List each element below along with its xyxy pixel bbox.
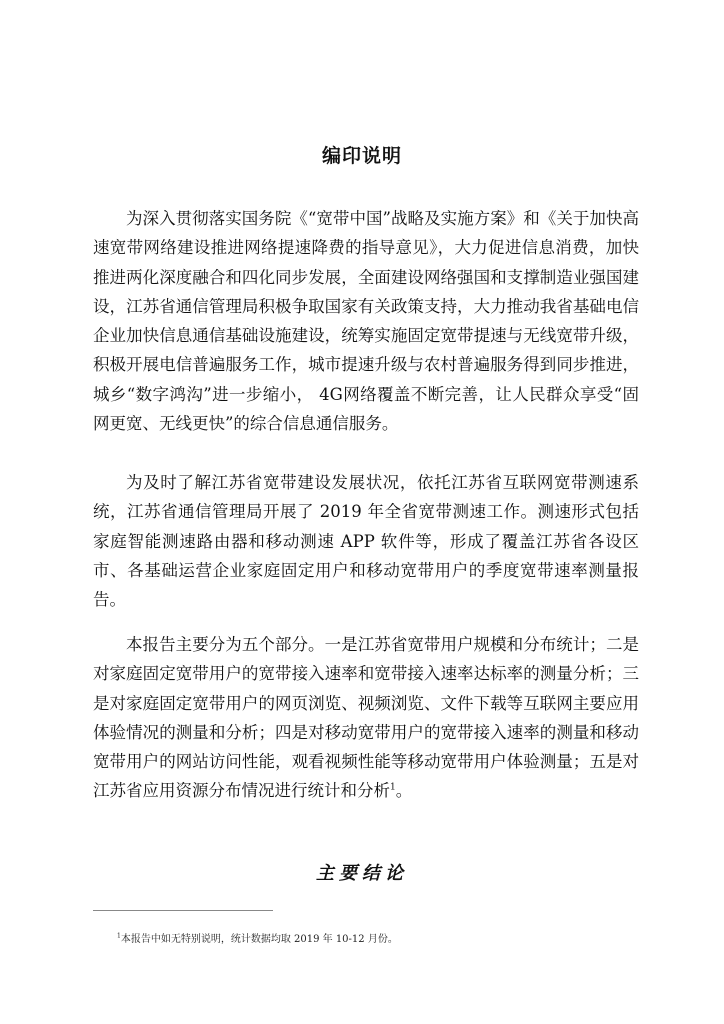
paragraph-structure <box>93 630 639 806</box>
paragraph-end-punct: 。 <box>395 781 413 801</box>
paragraph-structure-text: 本报告主要分为五个部分。一是江苏省宽带用户规模和分布统计；二是对家庭固定宽带用户的宽带接入速率和宽带接入速率达标率的测量分析；三是对家庭固定宽带用户的网页浏览、视频浏览、文件下载等互联网主要应用体验情况的测量和分析；四是对移动宽带用户的宽带接入速率的测量和移动宽带用户的网站访问性能，观看视频性能等移动宽带用户体验测量；五是对江苏省应用资源分布情况进行统计和分析 <box>93 635 639 801</box>
paragraph-intro: 为深入贯彻落实国务院《“宽带中国”战略及实施方案》和《关于加快高速宽带网络建设推进网络提速降费的指导意见》，大力促进信息消费，加快推进两化深度融合和四化同步发展，全面建设网络强国和支撑制造业强国建设，江苏省通信管理局积极争取国家有关政策支持，大力推动我省基础电信企业加快信息通信基础设施建设，统筹实施固定宽带提速与无线宽带升级，积极开展电信普遍服务工作，城市提速升级与农村普遍服务得到同步推进，城乡“数字鸿沟”进一步缩小， 4G网络覆盖不断完善，让人民群众享受“固网更宽、无线更快”的综合信息通信服务。 <box>93 209 639 434</box>
paragraph-testing: 为及时了解江苏省宽带建设发展状况，依托江苏省互联网宽带测速系统，江苏省通信管理局开展了 2019 年全省宽带测速工作。测速形式包括家庭智能测速路由器和移动测速 APP 软件等，形成了覆盖江苏省各设区市、各基础运营企业家庭固定用户和移动宽带用户的季度宽带速率测量报告。 <box>93 473 639 610</box>
footnote-text: 本报告中如无特别说明，统计数据均取 2019 年 10-12 月份。 <box>120 934 398 945</box>
document-title: 编印说明 <box>321 145 402 167</box>
footnote <box>117 930 398 945</box>
section-heading-main-conclusions: 主要结论 <box>316 863 408 884</box>
footnote-divider <box>93 910 273 911</box>
footnote-number: 1 <box>117 932 121 940</box>
footnote-reference: 1 <box>390 782 396 793</box>
